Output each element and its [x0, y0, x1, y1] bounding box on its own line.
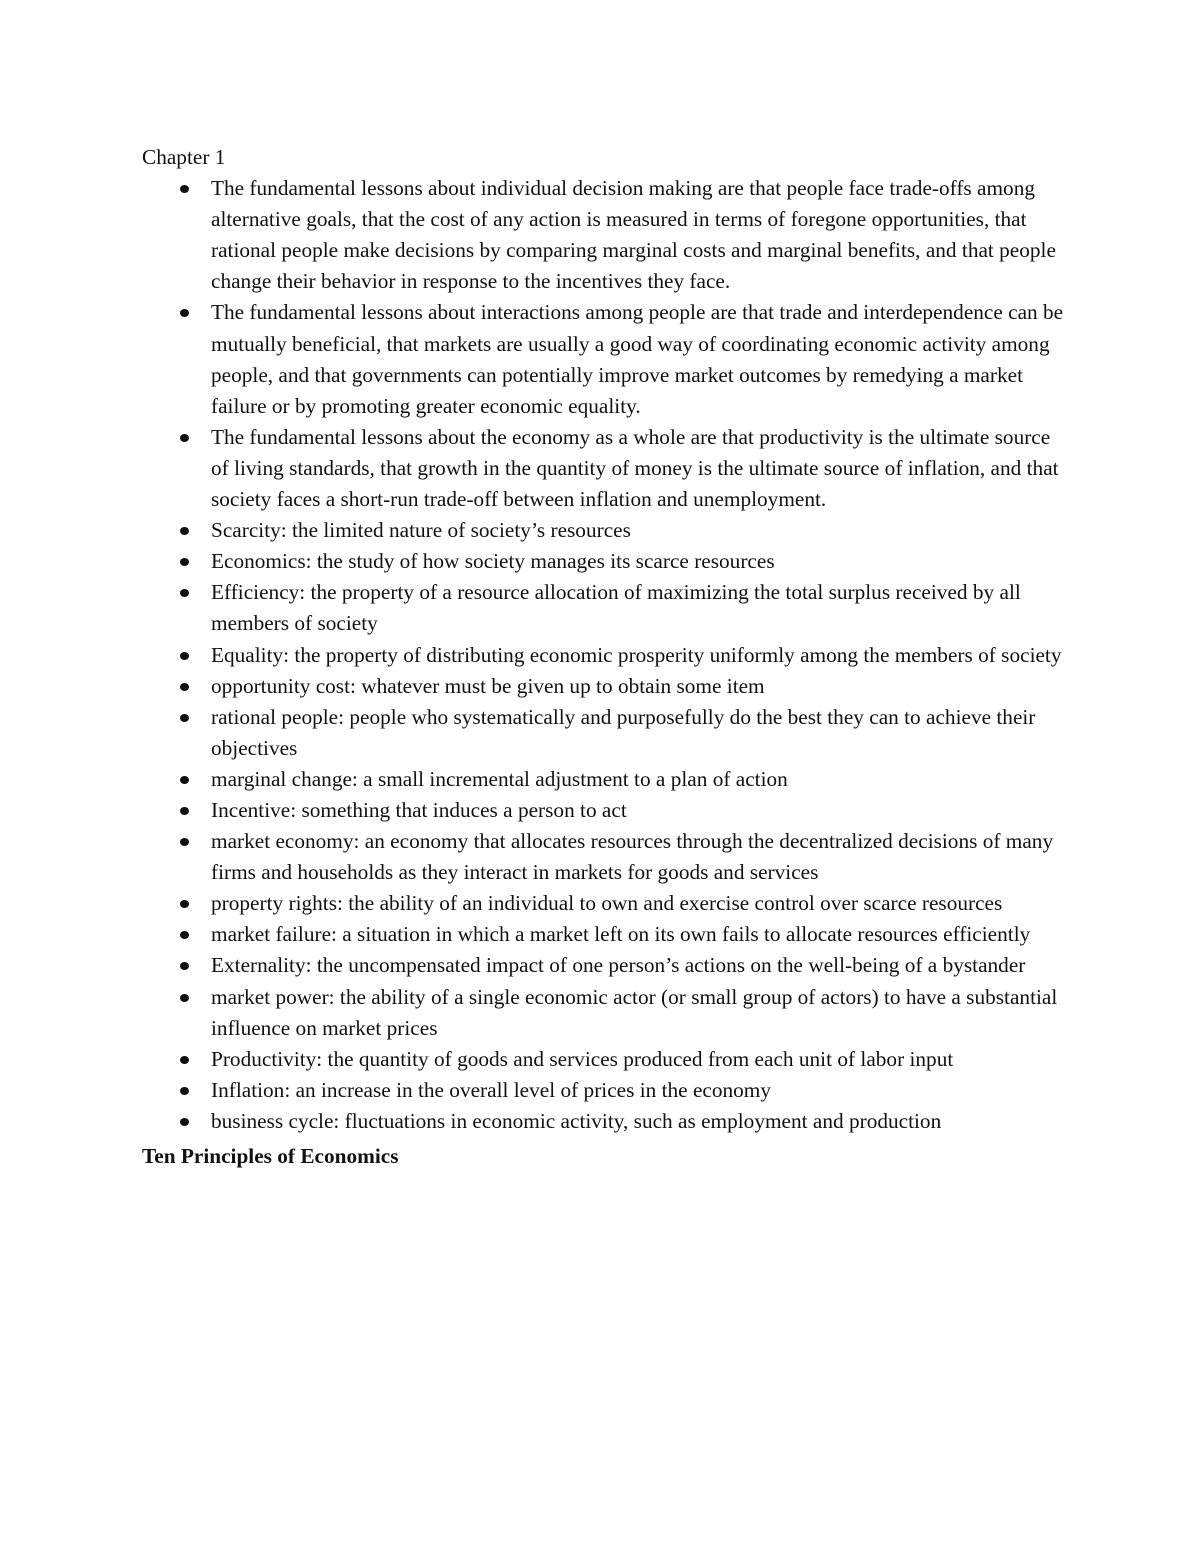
chapter-title: Chapter 1 — [142, 145, 226, 169]
list-item-text: marginal change: a small incremental adjustment to a plan of action — [211, 766, 788, 791]
list-item — [142, 546, 1072, 577]
list-item-text: property rights: the ability of an individual to own and exercise control over scarce resources — [211, 891, 1003, 916]
list-item-text: Productivity: the quantity of goods and services produced from each unit of labor input — [211, 1046, 954, 1071]
bullet-icon — [180, 1087, 189, 1095]
bullet-icon — [180, 900, 189, 908]
notes-list — [142, 173, 1072, 1137]
list-item-text: The fundamental lessons about individual decision making are that people face trade-offs among alternative goals, that the cost of any action is measured in terms of foregone opportunities, that rational people make decisions by comparing marginal costs and marginal benefits, and that people change their behavior in response to the incentives they face. — [211, 176, 1056, 294]
list-item — [142, 1044, 1072, 1075]
bullet-icon — [180, 962, 189, 970]
list-item-text: business cycle: fluctuations in economic activity, such as employment and production — [211, 1108, 942, 1133]
list-item — [142, 640, 1072, 671]
list-item-text: market economy: an economy that allocates resources through the decentralized decisions of many firms and households as they interact in markets for goods and services — [211, 829, 1054, 885]
list-item-text: opportunity cost: whatever must be given up to obtain some item — [211, 673, 765, 698]
list-item-text: The fundamental lessons about interactions among people are that trade and interdependence can be mutually beneficial, that markets are usually a good way of coordinating economic activity among people, and that governments can potentially improve market outcomes by remedying a market failure or by promoting greater economic equality. — [211, 300, 1064, 418]
bullet-icon — [180, 994, 189, 1002]
bullet-icon — [180, 1056, 189, 1064]
bullet-icon — [180, 1118, 189, 1126]
bullet-icon — [180, 309, 189, 317]
list-item — [142, 671, 1072, 702]
list-item — [142, 950, 1072, 981]
list-item-text: Incentive: something that induces a person to act — [211, 797, 627, 822]
list-item-text: Inflation: an increase in the overall level of prices in the economy — [211, 1077, 772, 1102]
bullet-icon — [180, 185, 189, 193]
list-item — [142, 702, 1072, 764]
document-content — [142, 142, 1072, 1172]
bullet-icon — [180, 589, 189, 597]
list-item-text: rational people: people who systematically and purposefully do the best they can to achieve their objectives — [211, 704, 1036, 760]
list-item — [142, 764, 1072, 795]
list-item — [142, 826, 1072, 888]
bullet-icon — [180, 558, 189, 566]
list-item — [142, 982, 1072, 1044]
bullet-icon — [180, 807, 189, 815]
list-item — [142, 173, 1072, 297]
list-item-text: Economics: the study of how society manages its scarce resources — [211, 549, 775, 574]
list-item-text: Equality: the property of distributing economic prosperity uniformly among the members of society — [211, 642, 1062, 667]
list-item — [142, 1075, 1072, 1106]
bullet-icon — [180, 776, 189, 784]
list-item-text: market failure: a situation in which a market left on its own fails to allocate resources efficiently — [211, 922, 1031, 947]
list-item-text: The fundamental lessons about the economy as a whole are that productivity is the ultimate source of living standards, that growth in the quantity of money is the ultimate source of inflation, and that society faces a short-run trade-off between inflation and unemployment. — [211, 424, 1059, 512]
list-item-text: Externality: the uncompensated impact of one person’s actions on the well-being of a bystander — [211, 953, 1026, 978]
list-item — [142, 422, 1072, 515]
bullet-icon — [180, 931, 189, 939]
bullet-icon — [180, 434, 189, 442]
list-item — [142, 1106, 1072, 1137]
list-item — [142, 795, 1072, 826]
bullet-icon — [180, 838, 189, 846]
list-item — [142, 297, 1072, 421]
bullet-icon — [180, 714, 189, 722]
list-item — [142, 888, 1072, 919]
bullet-icon — [180, 683, 189, 691]
list-item-text: Scarcity: the limited nature of society’s resources — [211, 518, 631, 543]
list-item — [142, 515, 1072, 546]
bullet-icon — [180, 652, 189, 660]
bullet-icon — [180, 527, 189, 535]
list-item-text: market power: the ability of a single economic actor (or small group of actors) to have a substantial influence on market prices — [211, 984, 1058, 1040]
list-item — [142, 577, 1072, 639]
list-item — [142, 919, 1072, 950]
list-item-text: Efficiency: the property of a resource allocation of maximizing the total surplus received by all members of society — [211, 580, 1021, 636]
section-heading: Ten Principles of Economics — [142, 1144, 399, 1168]
